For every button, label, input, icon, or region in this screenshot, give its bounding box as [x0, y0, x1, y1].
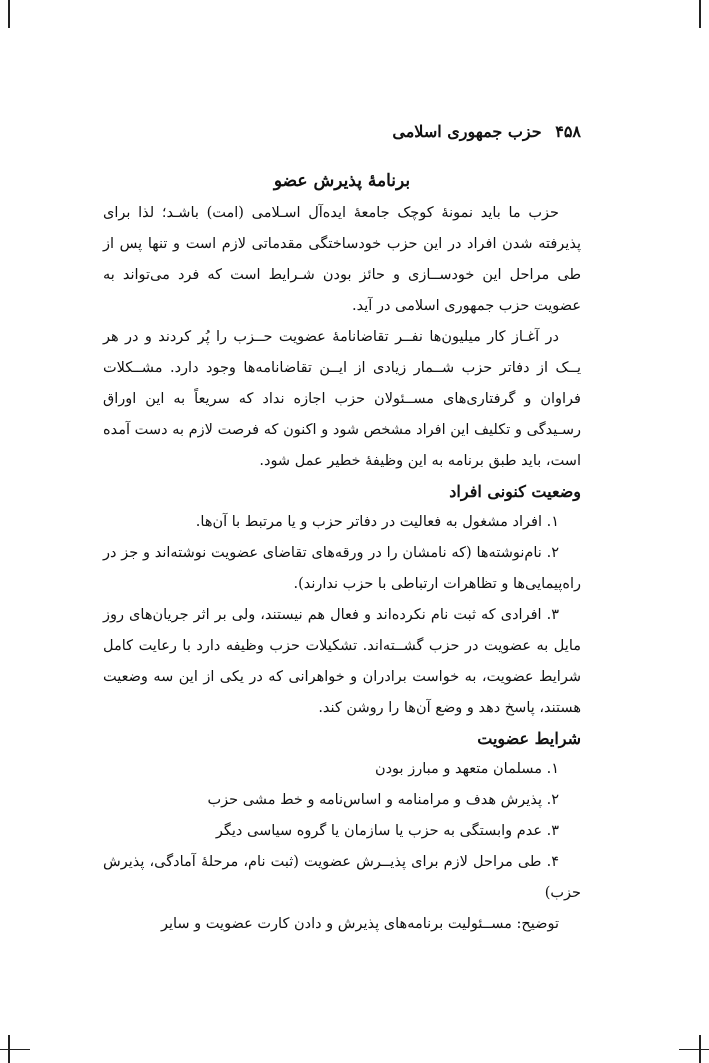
current-status-list [103, 507, 581, 724]
list-item: ۲. نام‌نوشته‌ها (که نامشان را در ورقه‌های تقاضای عضویت نوشته‌اند و جز در راه‌پیمایی‌ها و تظاهرات ارتباطی با حزب ندارند). [103, 545, 581, 592]
running-header [103, 118, 581, 152]
list-item: ۲. پذیرش هدف و مرامنامه و اساس‌نامه و خط مشی حزب [207, 792, 559, 808]
heading-membership-conditions: شرایط عضویت [477, 729, 581, 748]
list-item: ۴. طی مراحل لازم برای پذیــرش عضویت (ثبت نام، مرحلهٔ آمادگی، پذیرش حزب) [103, 854, 581, 901]
crop-mark-top-right-v [699, 0, 701, 28]
crop-mark-bottom-left-h [0, 1049, 30, 1050]
intro-paragraph-1: حزب ما باید نمونهٔ کوچک جامعهٔ ایده‌آل اسـلامی (امت) باشـد؛ لذا برای پذیرفته شدن افراد در این حزب خودساختگی مقدماتی لازم است و تنها پس از طی مراحل این خودســازی و حائز بودن شـرایط است که فرد می‌تواند به عضویت حزب جمهوری اسلامی در آید. [103, 205, 581, 314]
crop-mark-top-left-v [8, 0, 10, 28]
list-item: ۳. افرادی که ثبت نام نکرده‌اند و فعال هم نیستند، ولی بر اثر جریان‌های روز مایل به عضویت در حزب گشــته‌اند. تشکیلات حزب وظیفه دارد با رعایت کامل شرایط عضویت، به خواست برادران و خواهرانی که در یکی از این سه وضعیت هستند، پاسخ دهد و وضع آن‌ها را روشن کند. [103, 607, 581, 716]
list-item: ۱. افراد مشغول به فعالیت در دفاتر حزب و یا مرتبط با آن‌ها. [195, 514, 559, 530]
note-paragraph: توضیح: مســئولیت برنامه‌های پذیرش و دادن کارت عضویت و سایر [160, 916, 559, 932]
section-title: برنامهٔ پذیرش عضو [273, 171, 411, 191]
page-number: ۴۵۸ [555, 122, 581, 141]
intro-paragraph-2: در آغـاز کار میلیون‌ها نفــر تقاضانامهٔ عضویت حــزب را پُر کردند و در هر یــک از دفاتر حزب شــمار زیادی از ایــن تقاضانامه‌ها وجود دارد. مشــکلات فراوان و گرفتاری‌های مســئولان حزب اجازه نداد که سریعاً به این اوراق رسـیدگی و تکلیف این افراد مشخص شود و اکنون که فرصت لازم به دست آمده است، باید طبق برنامه به این وظیفهٔ خطیر عمل شود. [103, 329, 581, 469]
crop-mark-bottom-right-h [679, 1049, 709, 1050]
list-item: ۳. عدم وابستگی به حزب یا سازمان یا گروه سیاسی دیگر [215, 823, 559, 839]
heading-current-status: وضعیت کنونی افراد [449, 482, 581, 501]
page-body [103, 118, 581, 940]
membership-conditions-list [103, 754, 581, 909]
running-title: حزب جمهوری اسلامی [392, 122, 542, 141]
list-item: ۱. مسلمان متعهد و مبارز بودن [374, 761, 559, 777]
